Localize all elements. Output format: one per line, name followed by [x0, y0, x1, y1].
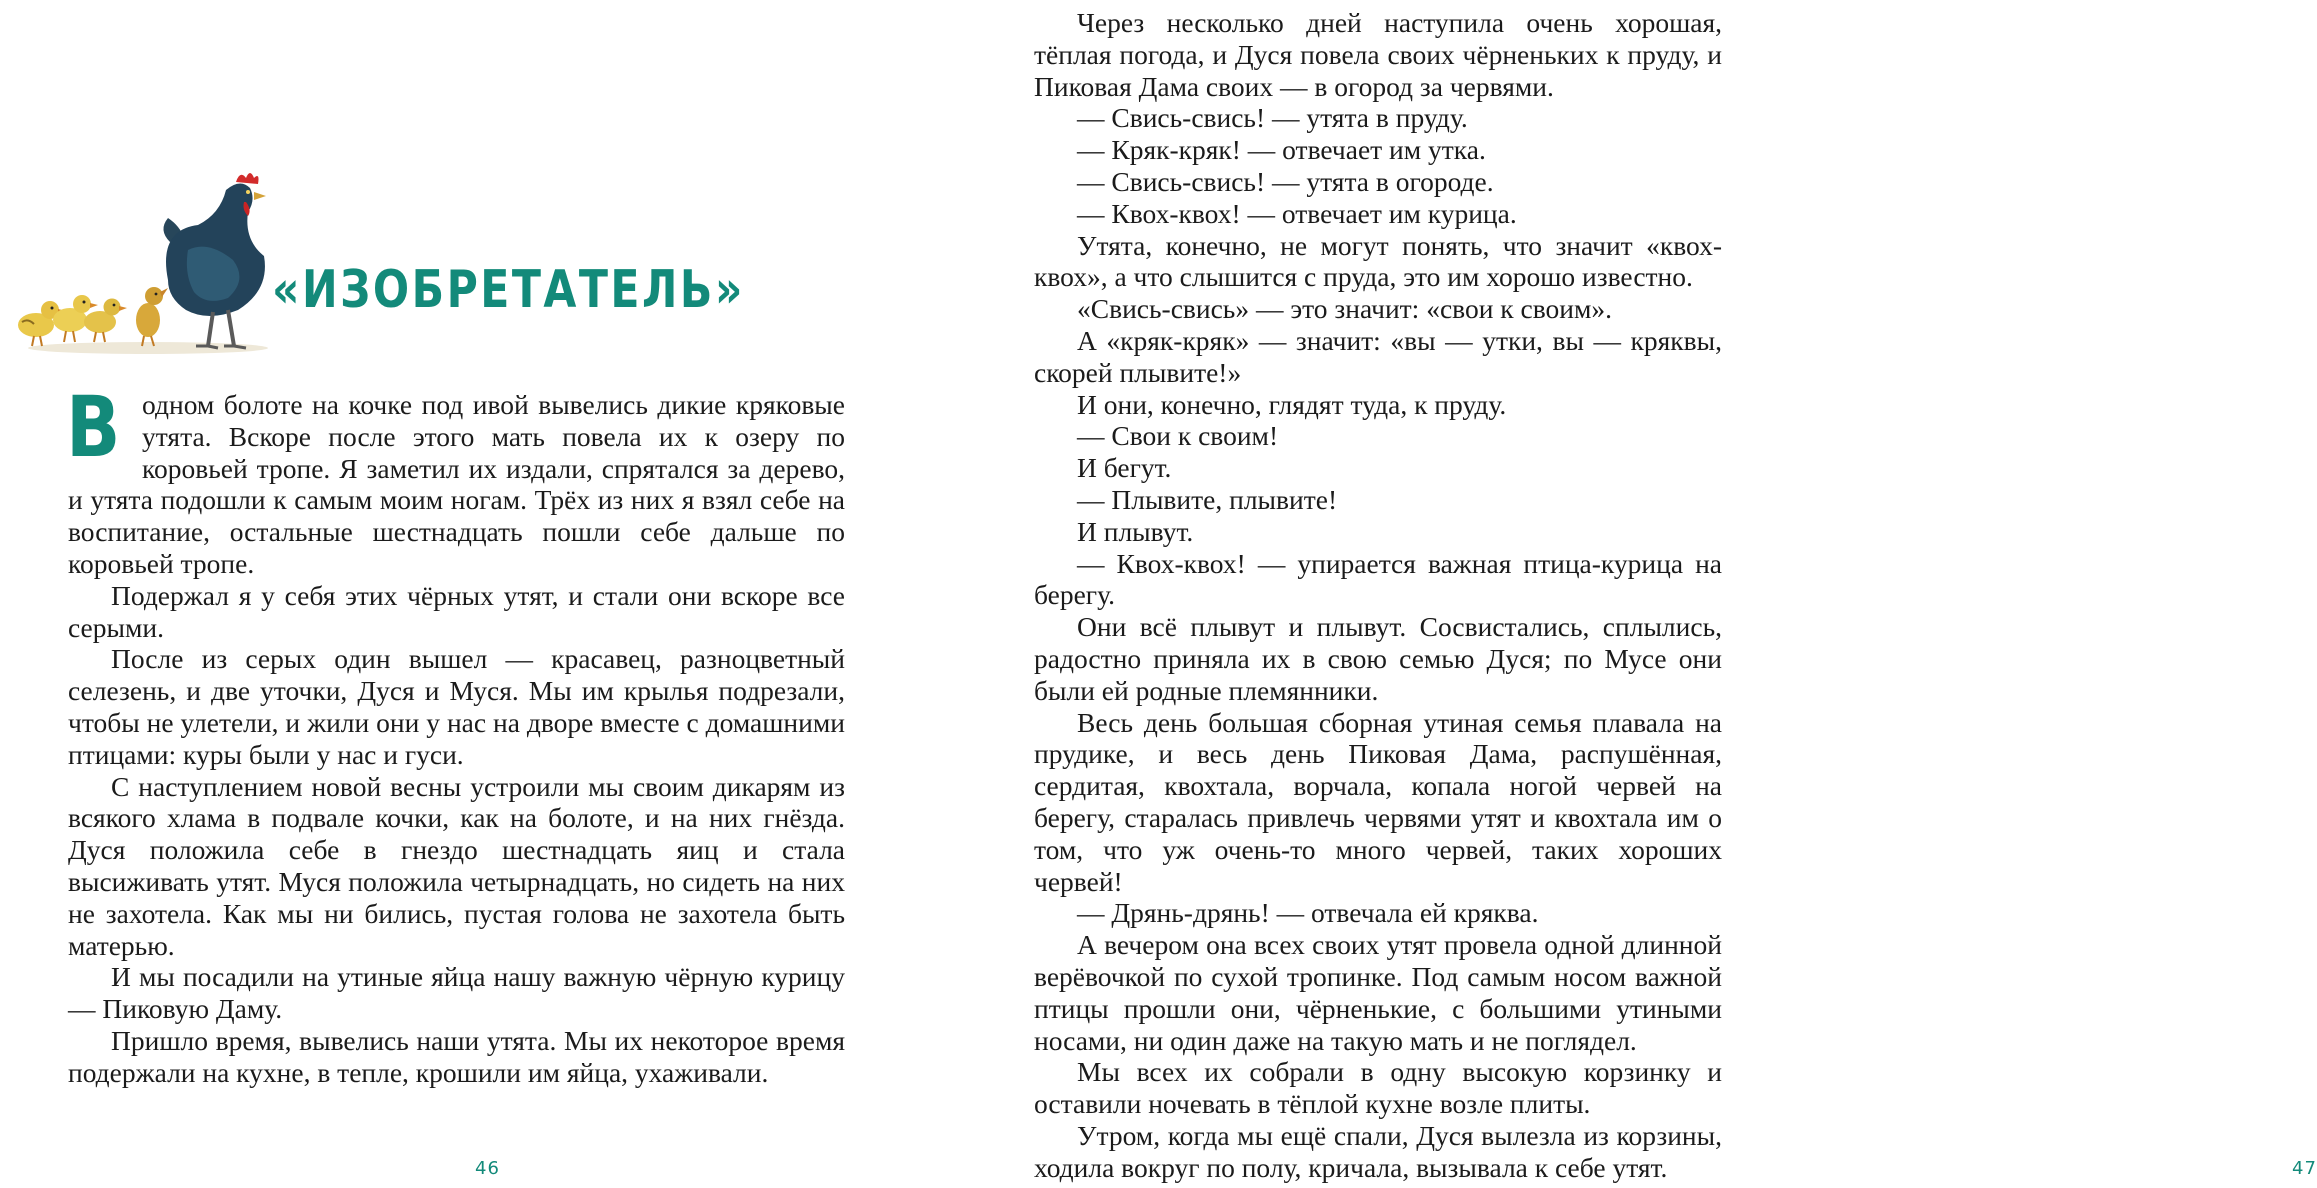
paragraph: И они, конечно, глядят туда, к пруду.: [1077, 388, 1507, 420]
paragraph: — Свись-свись! — утята в пруду.: [1077, 102, 1468, 134]
first-paragraph: [66, 378, 845, 580]
chapter-title: «ИЗОБРЕТАТЕЛЬ»: [272, 260, 745, 320]
paragraph: А вечером она всех своих утят провела одной длинной верёвочкой по сухой тропинке. Под самым носом важной птицы прошли они, чёрненькие, с большими утиными носами, ни один даже на такую мать и не поглядел.: [1034, 929, 1722, 1056]
paragraph: Пришло время, вывелись наши утята. Мы их некоторое время подержали на кухне, в тепле, крошили им яйца, ухаживали.: [68, 1024, 845, 1088]
paragraph: И плывут.: [1077, 515, 1194, 547]
paragraph: — Квох-квох! — упирается важная птица-курица на берегу.: [1034, 547, 1722, 611]
black-hen: [163, 173, 266, 348]
paragraph: Через несколько дней наступила очень хорошая, тёплая погода, и Дуся повела своих чёрненьких к пруду, и Пиковая Дама своих — в огород за червями.: [1034, 7, 1722, 102]
drop-cap: В: [66, 378, 121, 476]
right-page: [910, 0, 2317, 1188]
paragraph: — Кряк-кряк! — отвечает им утка.: [1077, 134, 1486, 166]
paragraph: — Плывите, плывите!: [1077, 483, 1338, 515]
page-number-left: 46: [475, 1158, 500, 1179]
left-page: [0, 0, 910, 1188]
paragraph: Весь день большая сборная утиная семья плавала на прудике, и весь день Пиковая Дама, распушённая, сердитая, квохтала, ворчала, копала ногой червей на берегу, старалась привлечь червями утят и квохтала им о том, что уж очень-то много червей, таких хороших червей!: [1034, 706, 1722, 897]
paragraph: А «кряк-кряк» — значит: «вы — утки, вы — кряквы, скорей плывите!»: [1034, 324, 1722, 388]
paragraph: Утята, конечно, не могут понять, что значит «квох-квох», а что слышится с пруда, это им хорошо известно.: [1034, 229, 1722, 293]
paragraph: Утром, когда мы ещё спали, Дуся вылезла из корзины, ходила вокруг по полу, кричала, вызывала к себе утят.: [1034, 1119, 1722, 1183]
first-paragraph-text: одном болоте на кочке под ивой вывелись дикие кряковые утята. Вскоре после этого мать повела их к озеру по коровьей тропе. Я заметил их издали, спрятался за дерево, и утята подошли к самым моим ногам. Трёх из них я взял себе на воспитание, остальные шестнадцать пошли себе дальше по коровьей тропе.: [68, 389, 845, 579]
duckling-4: [136, 287, 168, 346]
paragraph: «Свись-свись» — это значит: «свои к своим».: [1077, 293, 1613, 325]
right-text-block: [1034, 7, 1722, 1183]
paragraph: — Квох-квох! — отвечает им курица.: [1077, 197, 1517, 229]
paragraph: — Свись-свись! — утята в огороде.: [1077, 165, 1494, 197]
paragraph: После из серых один вышел — красавец, разноцветный селезень, и две уточки, Дуся и Муся. Мы им крылья подрезали, чтобы не улетели, и жили они у нас на дворе вместе с домашними птицами: куры были у нас и гуси.: [68, 643, 845, 770]
paragraph: — Дрянь-дрянь! — отвечала ей кряква.: [1077, 897, 1539, 929]
left-text-block: [66, 378, 845, 1089]
paragraph: И мы посадили на утиные яйца нашу важную чёрную курицу — Пиковую Даму.: [68, 961, 845, 1025]
paragraph: И бегут.: [1077, 452, 1172, 484]
page-number-right: 47: [2292, 1158, 2317, 1179]
paragraph: — Свои к своим!: [1077, 420, 1279, 452]
paragraph: Подержал я у себя этих чёрных утят, и стали они вскоре все серыми.: [68, 579, 845, 643]
paragraph: Они всё плывут и плывут. Сосвистались, сплылись, радостно приняла их в свою семью Дуся; по Мусе они были ей родные племянники.: [1034, 611, 1722, 706]
hen-and-ducklings-illustration: [8, 170, 278, 360]
paragraph: Мы всех их собрали в одну высокую корзинку и оставили ночевать в тёплой кухне возле плиты.: [1034, 1056, 1722, 1120]
paragraph: С наступлением новой весны устроили мы своим дикарям из всякого хлама в подвале кочки, как на болоте, и на них гнёзда. Дуся положила себе в гнездо шестнадцать яиц и стала высиживать утят. Муся положила четырнадцать, но сидеть на них не захотела. Как мы ни бились, пустая голова не захотела быть матерью.: [68, 770, 845, 961]
